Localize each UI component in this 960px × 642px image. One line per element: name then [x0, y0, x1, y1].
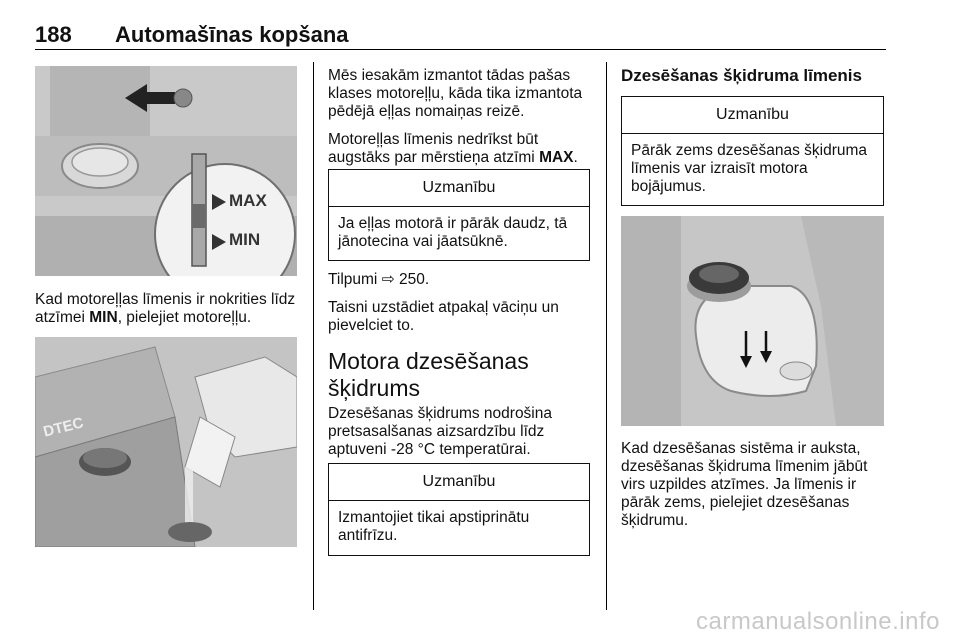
- engine-cover-label: DTEC: [41, 414, 86, 441]
- watermark: carmanualsonline.info: [696, 608, 940, 635]
- page-header: [35, 22, 885, 52]
- refit-cap-instruction: Taisni uzstādiet atpakaļ vāciņu un pievelciet to.: [328, 299, 559, 334]
- coolant-level-heading: Dzesēšanas šķidruma līmenis: [621, 66, 862, 85]
- caution-body: Pārāk zems dzesēšanas šķidruma līmenis var izraisīt motora bojājumus.: [631, 142, 868, 195]
- column-3-text: [621, 440, 886, 540]
- max-mark-label: MAX: [229, 191, 267, 210]
- caution-box-overfill: [328, 169, 590, 261]
- caution-body: Ja eļļas motorā ir pārāk daudz, tā jānotecina vai jāatsūknē.: [338, 215, 568, 250]
- column-divider-2: [606, 62, 607, 610]
- capacities-reference: Tilpumi ⇨ 250.: [328, 271, 430, 288]
- page-reference-arrow-icon[interactable]: ⇨: [381, 271, 395, 288]
- column-divider-1: [313, 62, 314, 610]
- caution-title: Uzmanību: [329, 170, 589, 207]
- oil-class-recommendation: Mēs iesakām izmantot tādas pašas klases motoreļļu, kāda tika izmantota pēdējā eļļas nomaiņas reizē.: [328, 67, 583, 120]
- caution-box-low-coolant: [621, 96, 884, 206]
- min-term: MIN: [89, 309, 118, 326]
- coolant-reservoir-illustration: [621, 216, 884, 426]
- dipstick-illustration: [35, 66, 297, 276]
- coolant-section-heading: Motora dzesēšanas šķidrums: [328, 348, 529, 401]
- oil-filling-drawing: [35, 337, 297, 547]
- caution-title: Uzmanību: [622, 97, 883, 134]
- column-2-text-bottom: [328, 405, 593, 469]
- column-2-text-top: [328, 67, 593, 177]
- oil-filling-illustration: [35, 337, 297, 547]
- column-1-text: [35, 291, 305, 337]
- coolant-reservoir-drawing: [621, 216, 884, 426]
- min-mark-label: MIN: [229, 230, 261, 249]
- header-divider: [35, 49, 886, 50]
- section-title: Automašīnas kopšana: [115, 22, 349, 47]
- caution-box-antifreeze: [328, 463, 590, 556]
- oil-max-level-note: Motoreļļas līmenis nedrīkst būt augstāks par mērstieņa atzīmi MAX.: [328, 131, 578, 166]
- page-number: 188: [35, 22, 72, 47]
- column-2-text-middle: [328, 271, 593, 345]
- caution-title: Uzmanību: [329, 464, 589, 501]
- caution-body: Izmantojiet tikai apstiprinātu antifrīzu.: [338, 509, 530, 544]
- max-term: MAX: [539, 149, 574, 166]
- antifreeze-protection-text: Dzesēšanas šķidrums nodrošina pretsasalšanas aizsardzību līdz aptuveni -28 °C temperatūrai.: [328, 405, 552, 458]
- coolant-fill-instruction: Kad dzesēšanas sistēma ir auksta, dzesēšanas šķidruma līmenim jābūt virs uzpildes atzīmes. Ja līmenis ir pārāk zems, pielejiet dzesēšanas šķidrumu.: [621, 440, 868, 529]
- low-oil-instruction: Kad motoreļļas līmenis ir nokrities līdz atzīmei MIN, pielejiet motoreļļu.: [35, 291, 296, 326]
